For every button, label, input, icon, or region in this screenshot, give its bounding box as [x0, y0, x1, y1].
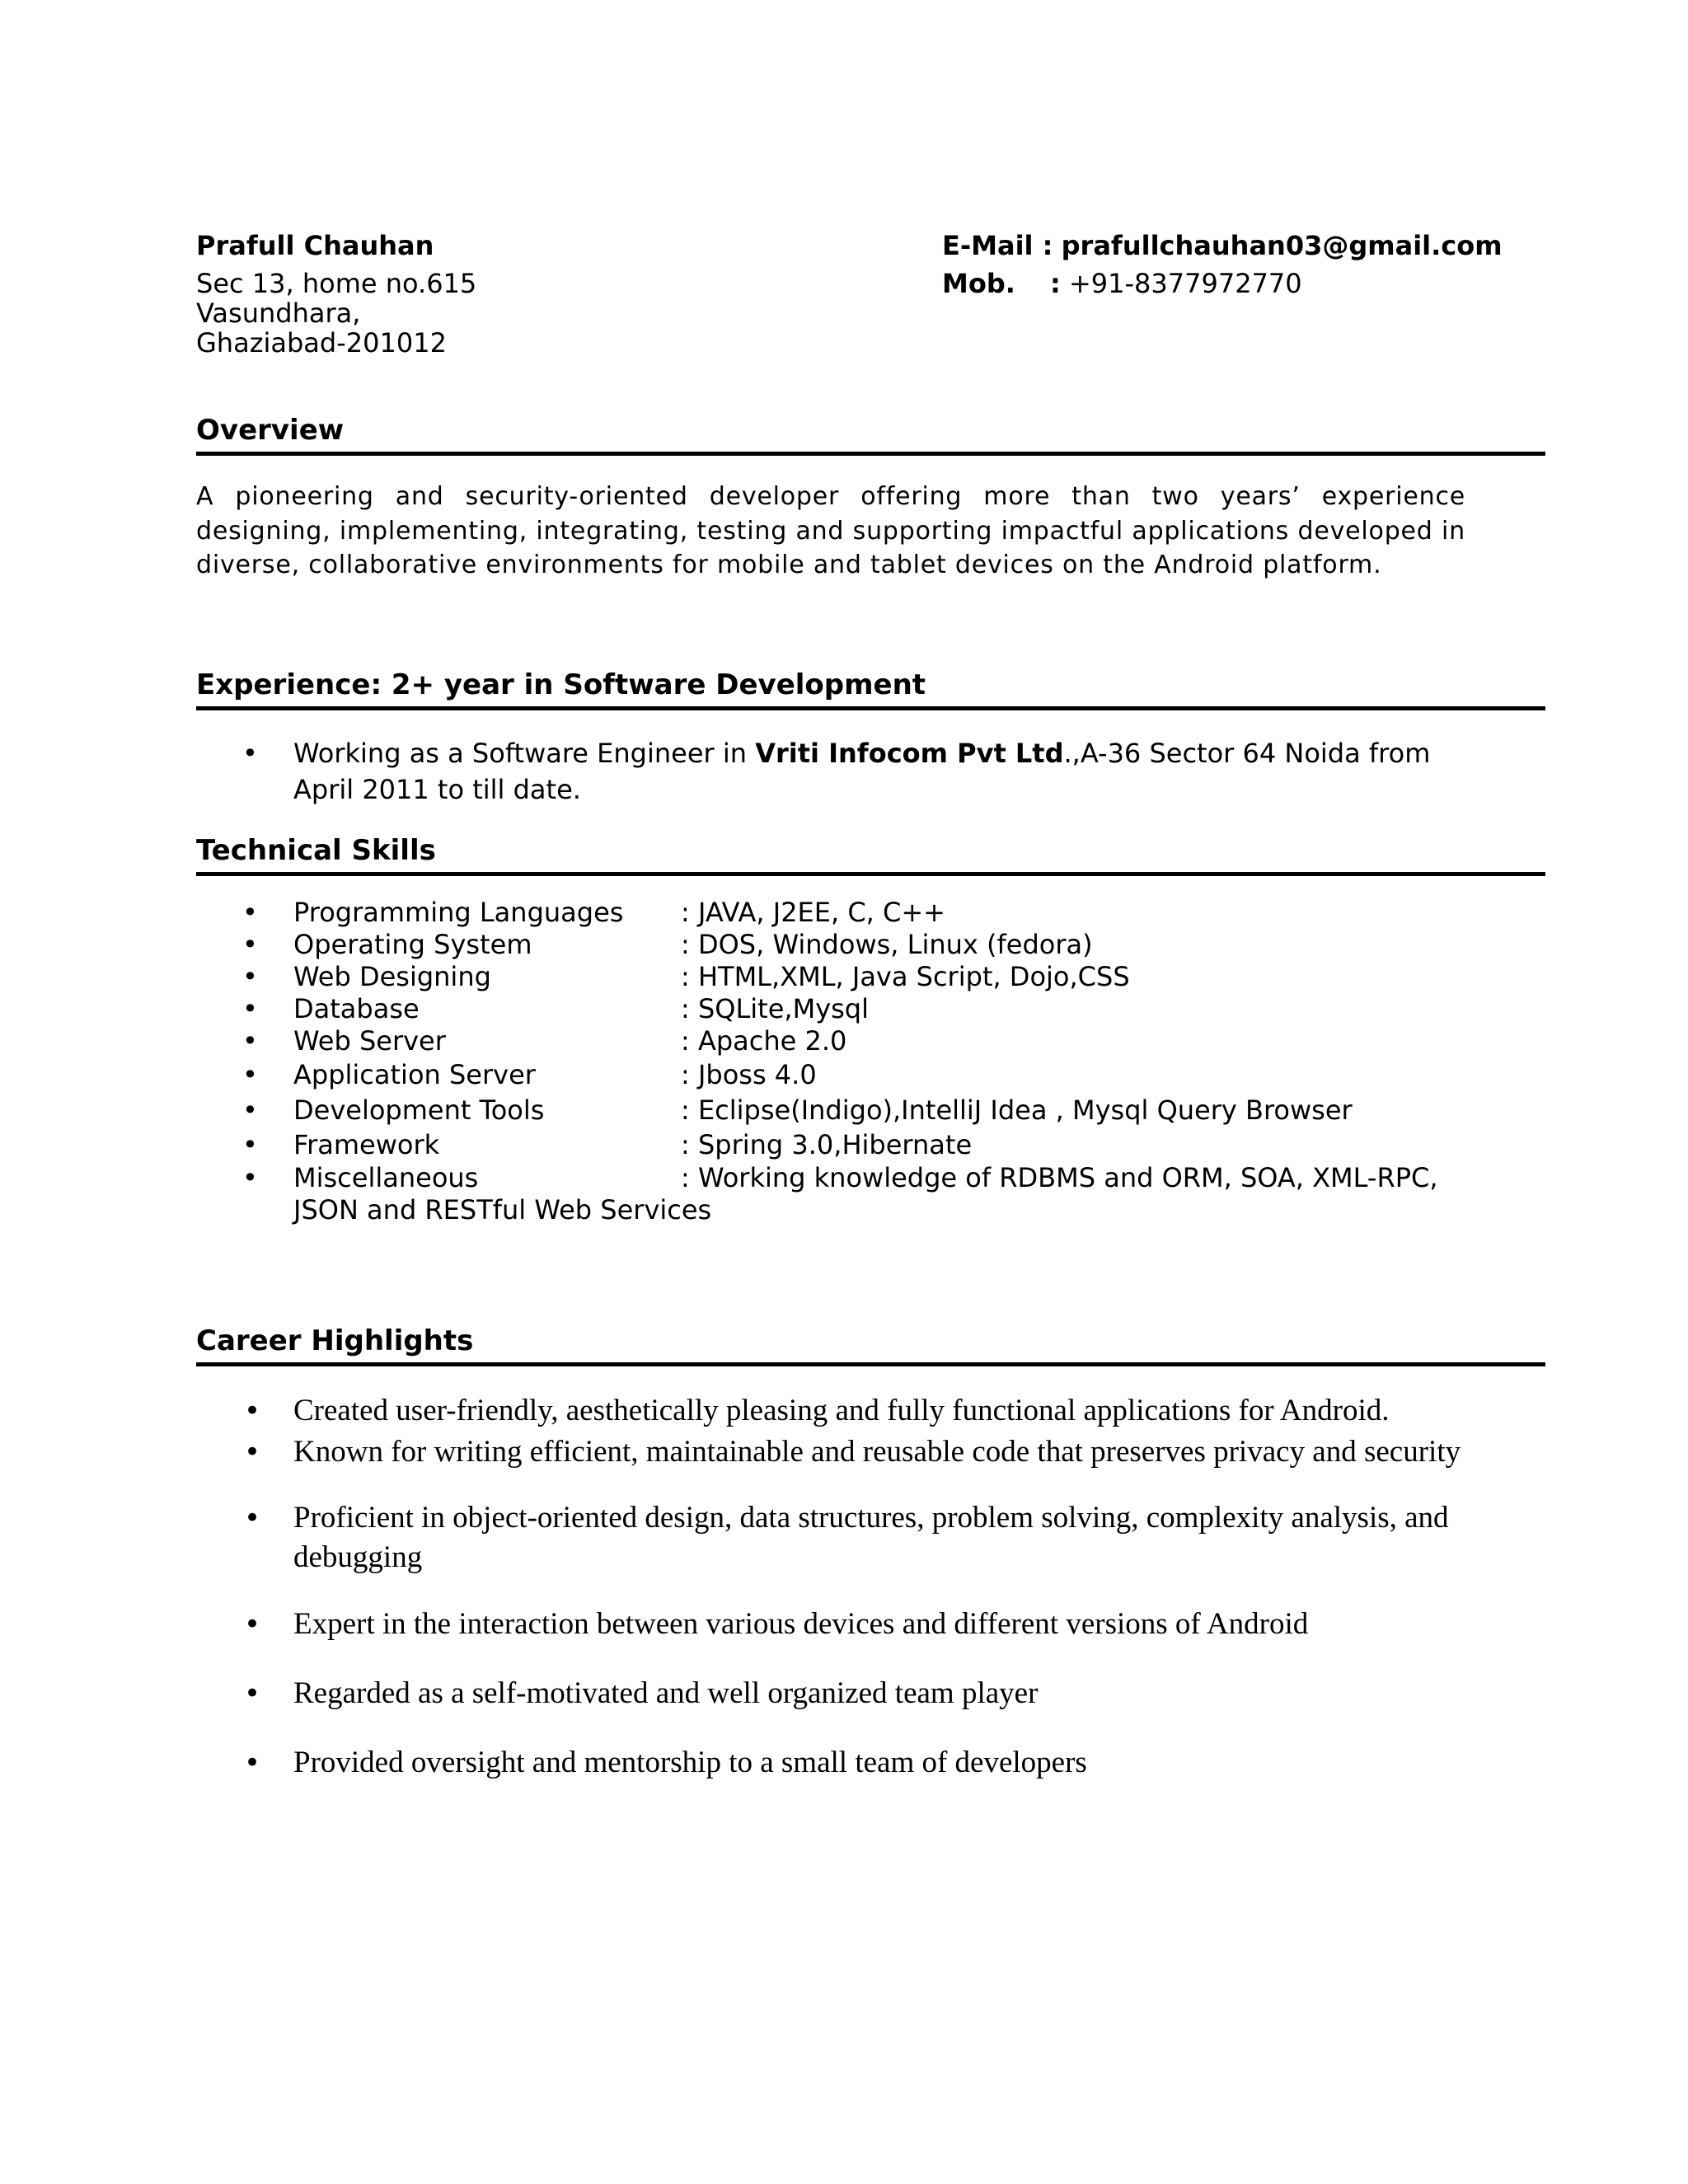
skill-value: : HTML,XML, Java Script, Dojo,CSS [681, 961, 1130, 992]
experience-suffix: .,A-36 Sector 64 Noida from April 2011 to till date. [293, 738, 1431, 805]
skill-continuation: JSON and RESTful Web Services [293, 1194, 712, 1226]
career-list [196, 1391, 1482, 1783]
list-item [196, 897, 1545, 929]
list-item [196, 1093, 1545, 1128]
career-heading: Career Highlights [196, 1324, 1545, 1366]
address-line: Vasundhara, [196, 298, 361, 329]
list-item [196, 1057, 1545, 1093]
experience-list [196, 735, 1482, 808]
skill-name: Operating System [293, 929, 532, 960]
overview-heading: Overview [196, 414, 1545, 456]
skill-name: Application Server [293, 1059, 536, 1090]
skill-name: Web Server [293, 1025, 446, 1057]
skill-name: Database [293, 993, 420, 1024]
skill-value: : Working knowledge of RDBMS and ORM, SOA, XML-RPC, [681, 1162, 1438, 1193]
skill-name: Miscellaneous [293, 1162, 479, 1193]
mobile-value: +91-8377972770 [1068, 268, 1302, 299]
list-item [196, 1128, 1545, 1162]
list-item: • Provided oversight and mentorship to a small team of developers [196, 1743, 1482, 1783]
experience-heading: Experience: 2+ year in Software Development [196, 668, 1545, 710]
list-item [196, 735, 1482, 808]
skill-value: : Apache 2.0 [681, 1025, 847, 1057]
skill-value: : SQLite,Mysql [681, 993, 869, 1024]
skills-list [196, 897, 1545, 1226]
list-item [196, 1025, 1545, 1057]
skill-name: Programming Languages [293, 897, 624, 928]
skill-name: Development Tools [293, 1094, 545, 1126]
candidate-name: Prafull Chauhan [196, 230, 434, 261]
skill-name: Web Designing [293, 961, 491, 992]
skill-value: : JAVA, J2EE, C, C++ [681, 897, 945, 928]
list-item [196, 993, 1545, 1025]
list-item: • Known for writing efficient, maintainable and reusable code that preserves privacy and security [196, 1432, 1482, 1472]
list-item [196, 961, 1545, 993]
experience-prefix: Working as a Software Engineer in [293, 738, 756, 769]
address-line: Ghaziabad-201012 [196, 327, 447, 359]
email-value: prafullchauhan03@gmail.com [1061, 230, 1503, 261]
skill-value: : Eclipse(Indigo),IntelliJ Idea , Mysql Query Browser [681, 1094, 1353, 1126]
skill-value: : Spring 3.0,Hibernate [681, 1129, 973, 1160]
address-block [196, 269, 476, 358]
skill-value: : DOS, Windows, Linux (fedora) [681, 929, 1093, 960]
skill-value: : Jboss 4.0 [681, 1059, 817, 1090]
list-item [196, 929, 1545, 961]
mobile-label: Mob. [942, 268, 1015, 299]
email-row [942, 230, 1503, 268]
skill-name: Framework [293, 1129, 440, 1160]
list-item [196, 1162, 1545, 1194]
address-line: Sec 13, home no.615 [196, 268, 477, 299]
email-label: E-Mail : [942, 230, 1053, 261]
contact-block [942, 230, 1503, 306]
overview-paragraph: A pioneering and security-oriented developer offering more than two years’ experience designing, implementing, integrating, testing and supporting impactful applications developed in diverse, collaborative environments for mobile and tablet devices on the Android platform. [196, 482, 1465, 579]
mobile-row [942, 268, 1503, 306]
mobile-colon: : [1050, 268, 1061, 299]
list-item: • Expert in the interaction between various devices and different versions of Android [196, 1605, 1482, 1644]
list-item: • Regarded as a self-motivated and well organized team player [196, 1674, 1482, 1713]
list-item: • Created user-friendly, aesthetically pleasing and fully functional applications for Android. [196, 1391, 1482, 1431]
company-name: Vriti Infocom Pvt Ltd [755, 738, 1064, 769]
list-item: • Proficient in object-oriented design, data structures, problem solving, complexity analysis, and debugging [196, 1498, 1482, 1577]
skills-heading: Technical Skills [196, 834, 1545, 876]
